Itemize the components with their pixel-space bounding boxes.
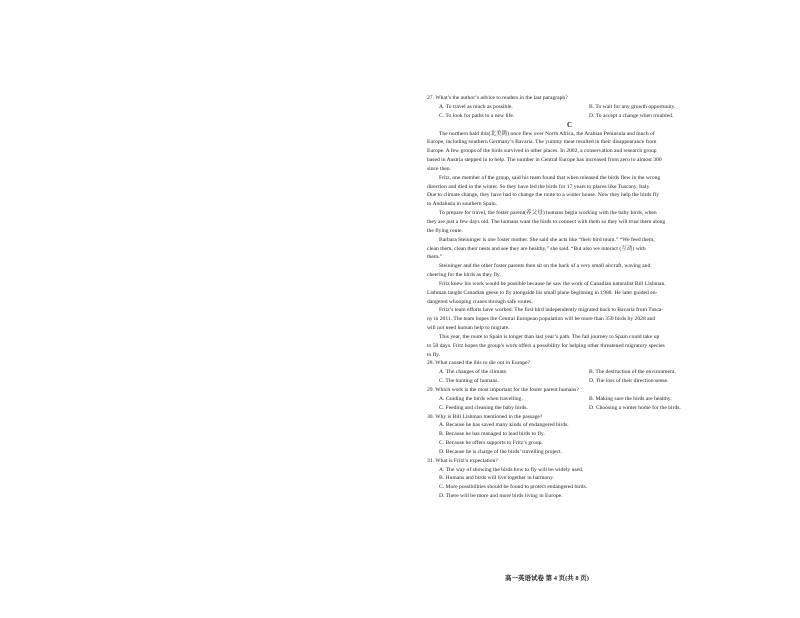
passage-line: cheering for the birds as they fly. (427, 272, 501, 279)
q28-option-a[interactable]: A. The changes of the climate. (439, 369, 508, 376)
q27-option-c[interactable]: C. To look for paths to a new life. (439, 112, 515, 119)
question-29-options-row-2 (427, 404, 712, 413)
passage-line: To prepare for travel, the foster parent(养父母) humans begin working with the baby birds, when (439, 210, 657, 217)
q30-option-c[interactable]: C. Because he offers supports to Fritz’s group. (439, 440, 543, 447)
q30-option-d[interactable]: D. Because he is charge of the birds’ travelling project. (439, 448, 562, 455)
passage-line: dangered whooping cranes through safe routes. (427, 298, 533, 305)
q29-option-c[interactable]: C. Feeding and cleaning the baby birds. (439, 404, 528, 411)
passage-line: This year, the route to Spain is longer than last year’s path. The fall journey to Spain could take up (439, 333, 660, 340)
q28-option-d[interactable]: D. The loss of their direction sense. (589, 378, 669, 385)
q27-option-d[interactable]: D. To accept a change when troubled. (589, 112, 674, 119)
passage-line: Europe, including southern Germany’s Bavaria. The yummy meat resulted in their disappearance from (427, 139, 657, 146)
passage-line: based in Austria stepped in to help. The number in Central Europe has increased from zero to almost 300 (427, 157, 662, 164)
passage-line: the flying route. (427, 227, 463, 234)
q29-option-a[interactable]: A. Guiding the birds when travelling. (439, 395, 523, 402)
passage-line: to 50 days. Fritz hopes the group’s work offers a possibility for helping other threatened migratory species (427, 342, 665, 349)
passage-line: The northern bald ibis(北美鹮) once flew over North Africa, the Arabian Peninsula and much of (439, 130, 655, 137)
passage-line: they are just a few days old. The humans want the birds to connect with them so they will trust them along (427, 218, 666, 225)
passage-line: Fritz, one member of the group, said his team found that when released the birds flew in the wrong (439, 174, 661, 181)
passage-line: to fly. (427, 351, 440, 358)
question-29-stem: 29. Which work is the most important for the foster parent humans? (427, 387, 579, 393)
passage-line: them.” (427, 254, 443, 261)
passage-line: to Andalusia in southern Spain. (427, 201, 498, 208)
passage-line: Fritz knew his work would be possible because he saw the work of Canadian naturalist Bill Lishman. (439, 280, 666, 287)
question-28-stem: 28. What caused the ibis to die out in Europe? (427, 360, 531, 367)
q27-option-b[interactable]: B. To wait for any growth opportunity. (589, 103, 676, 110)
q30-option-b[interactable]: B. Because he has managed to lead birds to fly. (439, 431, 545, 438)
q31-option-c[interactable]: C. More possibilities should be found to protect endangered birds. (439, 484, 588, 491)
passage-line: direction and died in the winter. So they have led the birds for 17 years to places like Tuscany, Italy. (427, 183, 651, 190)
page-column (427, 94, 712, 501)
q30-option-a[interactable]: A. Because he has saved many kinds of endangered birds. (439, 422, 569, 429)
passage-line: Due to climate change, they have had to change the route to a winter house. Now they help the birds fly (427, 192, 660, 199)
page-footer: 高一英语试卷 第 4 页(共 8 页) (505, 575, 589, 582)
question-27-stem: 27. What’s the author’s advice to readers in the last paragraph? (427, 95, 568, 101)
q31-option-d[interactable]: D. There will be more and more birds living in Europe. (439, 493, 563, 500)
q27-option-a[interactable]: A. To travel as much as possible. (439, 103, 513, 110)
q29-option-b[interactable]: B. Making sure the birds are healthy. (589, 395, 672, 402)
q31-option-a[interactable]: A. The way of showing the birds how to fly will be widely used. (439, 466, 584, 473)
q28-option-c[interactable]: C. The hunting of humans. (439, 378, 499, 385)
passage-letter: C (566, 120, 573, 129)
question-27-options-row-1 (427, 103, 712, 112)
q29-option-d[interactable]: D. Choosing a winter home for the birds. (589, 404, 681, 411)
passage-line: Steininger and the other foster parents then sit on the back of a very small aircraft, waving and (439, 263, 651, 270)
question-28-options-row-1 (427, 368, 712, 377)
passage-line: will not need human help to migrate. (427, 325, 510, 332)
passage-line: since then. (427, 165, 451, 172)
question-30-stem: 30. Why is Bill Lishman mentioned in the passage? (427, 413, 543, 420)
passage-line: clean them, clean their nests and see they are healthy,” she said. “But also we interact (互动) with (427, 245, 646, 252)
q31-option-b[interactable]: B. Humans and birds will live together in harmony. (439, 475, 554, 482)
question-29-options-row-1 (427, 395, 712, 404)
passage-line: Europe. A few groups of the birds survived in other places. In 2002, a conservation and research group (427, 148, 657, 155)
passage-line: ny in 2011. The team hopes the Central European population will be more than 350 birds by 2028 and (427, 316, 656, 323)
question-28-options-row-2 (427, 377, 712, 386)
question-27-options-row-2 (427, 112, 712, 121)
q28-option-b[interactable]: B. The destruction of the environment. (589, 369, 676, 376)
passage-line: Lishman taught Canadian geese to fly alongside his small plane beginning in 1988. He later guided en- (427, 289, 658, 296)
passage-line: Fritz’s team efforts have worked. The first bird independently migrated back to Bavaria from Tusca- (439, 307, 664, 314)
question-31-stem: 31. What is Fritz’s expectation? (427, 457, 498, 464)
passage-line: Barbara Steininger is one foster mother. She said she acts like “their bird mum.” “We feed them, (439, 236, 655, 243)
